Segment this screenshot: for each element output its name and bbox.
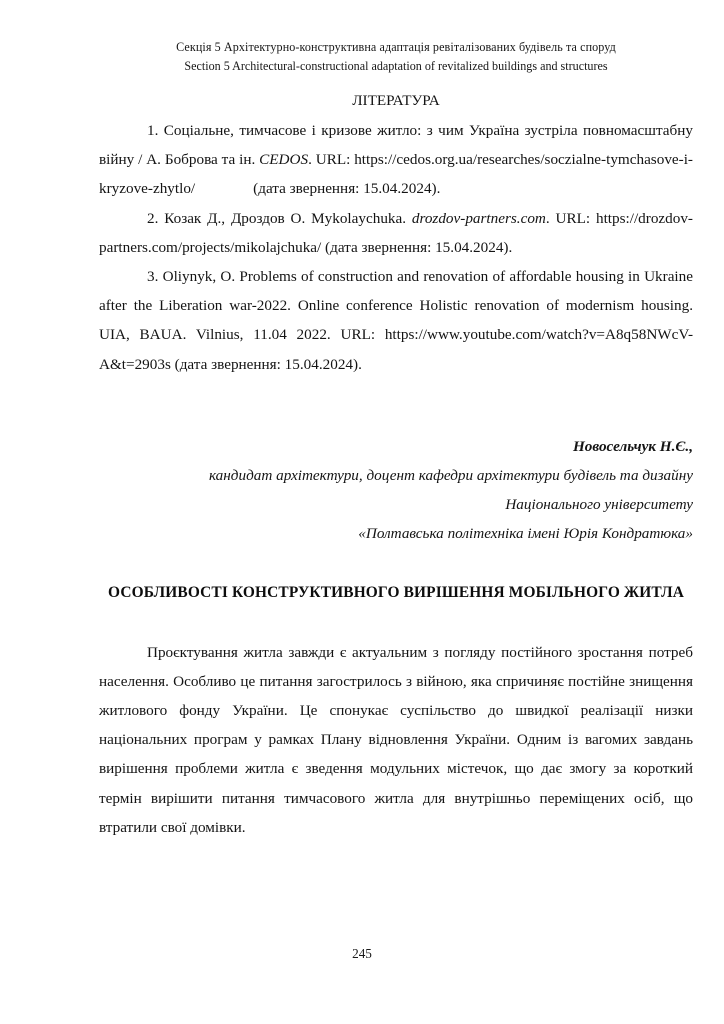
- author-affiliation-line-1: кандидат архітектури, доцент кафедри архітектури будівель та дизайну: [208, 467, 693, 485]
- reference-2-text-before-italic: 2. Козак Д., Дроздов О. Mykolaychuka.: [147, 209, 412, 227]
- running-head: [99, 38, 693, 76]
- reference-1-text-before-italic: 1. Соціальне, тимчасове і кризове житло: з чим Україна зустріла повномасштабну війну / А. Боброва та ін.: [99, 122, 693, 169]
- author-block: [99, 432, 693, 549]
- article-title: ОСОБЛИВОСТІ КОНСТРУКТИВНОГО ВИРІШЕННЯ МОБІЛЬНОГО ЖИТЛА: [108, 583, 684, 601]
- reference-1-tail: (дата звернення: 15.04.2024).: [253, 180, 441, 198]
- reference-item-3: [99, 262, 693, 379]
- author-affiliation-line-3: «Полтавська політехніка імені Юрія Кондратюка»: [358, 525, 693, 543]
- reference-1-text-after-italic: . URL: https://cedos.org.ua/researches/soczialne-tymchasove-i-kryzove-zhytlo/: [99, 151, 693, 198]
- reference-3-text: 3. Oliynyk, O. Problems of construction and renovation of affordable housing in Ukraine after the Liberation war-2022. Online conference Holistic renovation of modernism housing. UIA, BAUA. Vilnius, 11.04 2022. URL: https://www.youtube.com/watch?v=A8q58NWcV-A&t=2903s (дата звернення: 15.04.2024).: [99, 268, 693, 373]
- running-head-line-ukrainian: Секція 5 Архітектурно-конструктивна адаптація ревіталізованих будівель та споруд: [176, 40, 616, 54]
- author-affiliation-line-2: Національного університету: [505, 496, 693, 514]
- reference-item-2: [99, 204, 693, 262]
- article-paragraph-1: Проєктування житла завжди є актуальним з погляду постійного зростання потреб населення. Особливо це питання загострилось з війною, яка спричиняє постійне знищення житлового фонду України. Це спонукає суспільство до швидкої реалізації низки національних програм у рамках Плану відновлення України. Одним із вагомих завдань вирішення проблеми житла є зведення модульних містечок, що дає змогу за короткий термін вирішити питання тимчасового житла для внутрішньо переміщених осіб, що втратили свої домівки.: [99, 643, 693, 836]
- reference-2-text-after-italic: . URL: https://drozdov-partners.com/projects/mikolajchuka/ (дата звернення: 15.04.2024).: [99, 209, 693, 256]
- author-name: Новосельчук Н.Є.,: [572, 437, 693, 455]
- page-content: [99, 86, 693, 842]
- running-head-line-english: Section 5 Architectural-constructional adaptation of revitalized buildings and structures: [184, 59, 608, 73]
- reference-2-italic-source: drozdov-partners.com: [411, 209, 546, 227]
- reference-item-1: [99, 116, 693, 204]
- page-number: 245: [352, 946, 372, 961]
- references-heading: ЛІТЕРАТУРА: [352, 92, 440, 109]
- reference-1-italic-source: CEDOS: [259, 151, 309, 169]
